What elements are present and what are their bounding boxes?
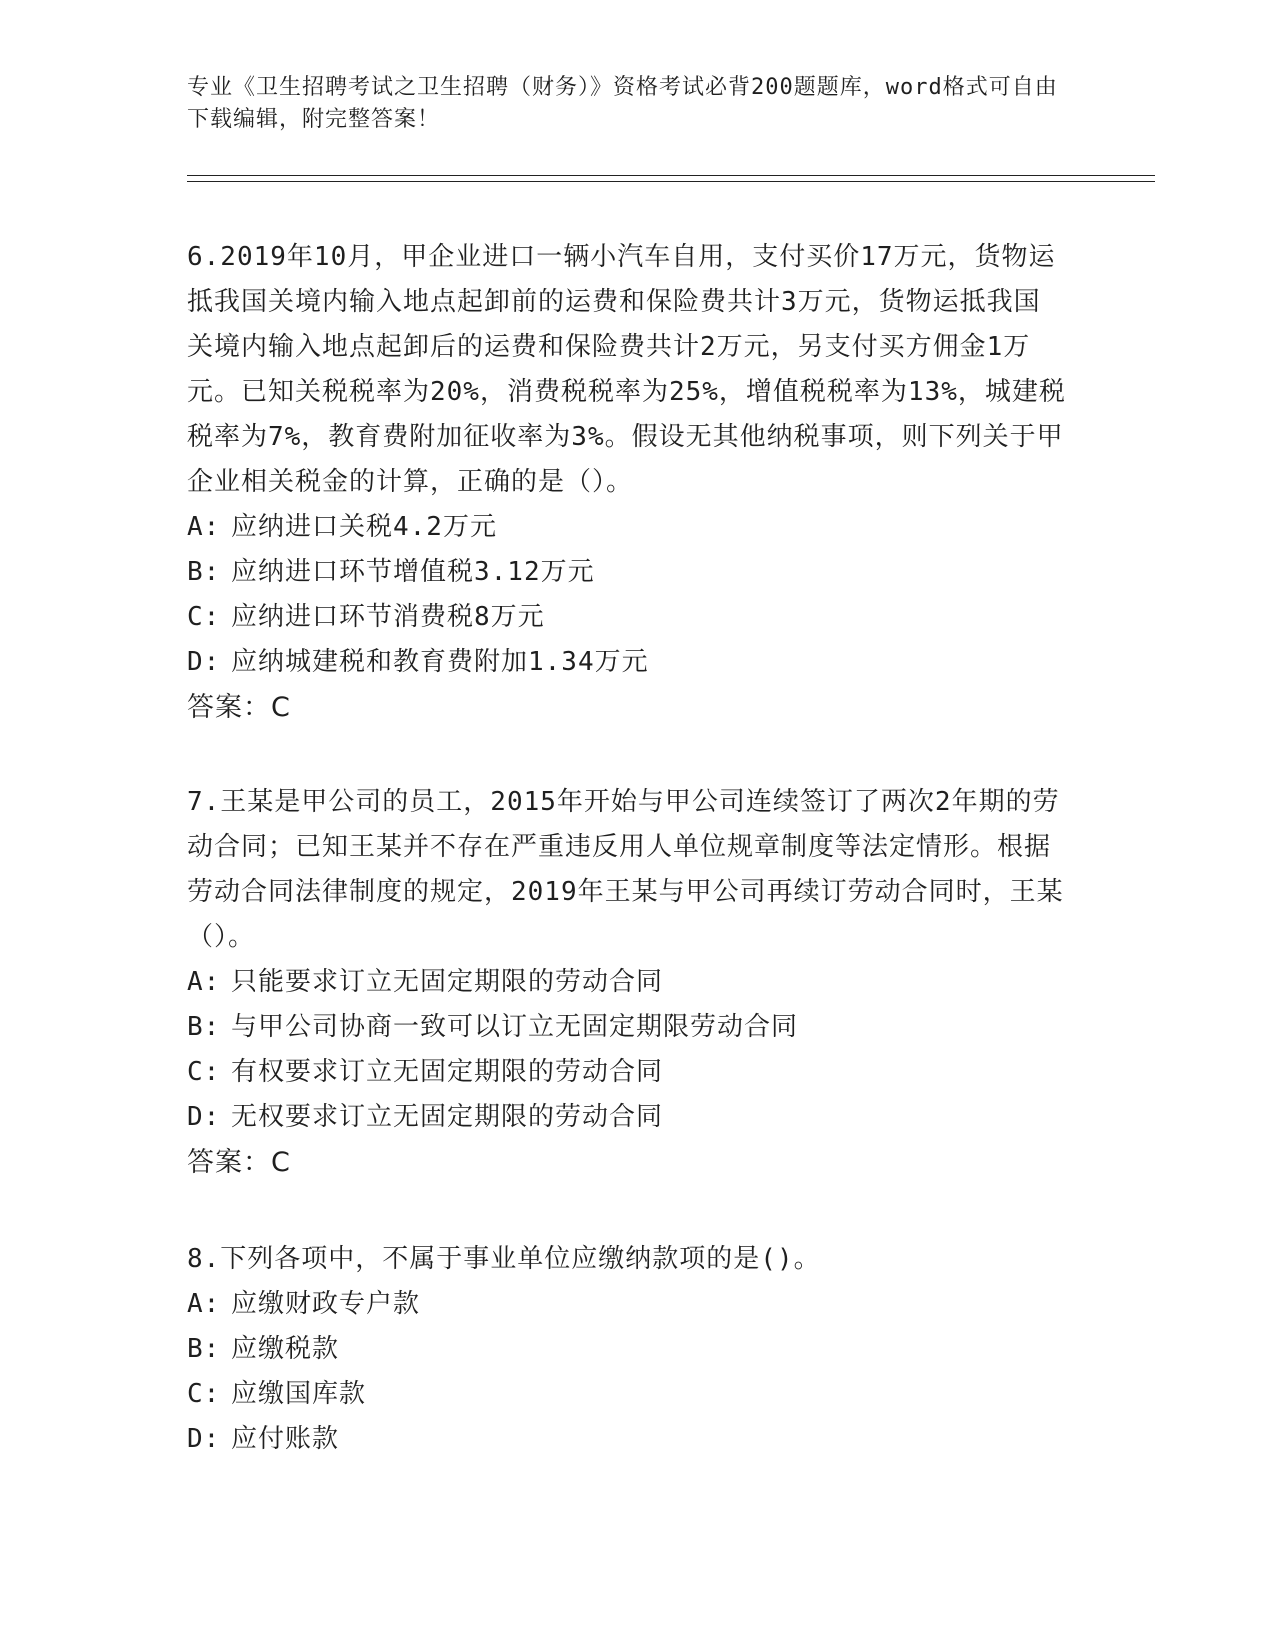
option-a: [187, 505, 1067, 550]
answer-line: 答案：C: [187, 1147, 291, 1178]
question-stem: 6.2019年10月，甲企业进口一辆小汽车自用，支付买价17万元，货物运抵我国关境内输入地点起卸前的运费和保险费共计3万元，货物运抵我国关境内输入地点起卸后的运费和保险费共计2万元，另支付买方佣金1万元。已知关税税率为20%，消费税税率为25%，增值税税率为13%，城建税税率为7%，教育费附加征收率为3%。假设无其他纳税事项，则下列关于甲企业相关税金的计算，正确的是（）。: [187, 242, 1066, 497]
option-b: [187, 550, 1067, 595]
option-letter: A:: [187, 967, 221, 997]
option-text: 应纳进口关税4.2万元: [231, 512, 497, 542]
option-b: [187, 1005, 1067, 1050]
option-letter: C:: [187, 1057, 221, 1087]
option-letter: C:: [187, 602, 221, 632]
option-letter: B:: [187, 1012, 221, 1042]
question-block: [187, 235, 1067, 730]
option-text: 应缴财政专户款: [231, 1289, 421, 1319]
option-d: [187, 1095, 1067, 1140]
question-stem: 8.下列各项中，不属于事业单位应缴纳款项的是()。: [187, 1244, 821, 1274]
option-d: [187, 640, 1067, 685]
option-letter: D:: [187, 1102, 221, 1132]
header-divider-line: [187, 175, 1155, 176]
question-block: [187, 1237, 1067, 1462]
option-text: 只能要求订立无固定期限的劳动合同: [231, 967, 664, 997]
answer-line: 答案：C: [187, 692, 291, 723]
option-text: 有权要求订立无固定期限的劳动合同: [231, 1057, 664, 1087]
option-letter: A:: [187, 512, 221, 542]
option-a: [187, 1282, 1067, 1327]
option-a: [187, 960, 1067, 1005]
option-c: [187, 1050, 1067, 1095]
option-letter: A:: [187, 1289, 221, 1319]
document-header: 专业《卫生招聘考试之卫生招聘（财务）》资格考试必背200题题库，word格式可自由下载编辑，附完整答案！: [187, 75, 1058, 132]
option-c: [187, 1372, 1067, 1417]
option-c: [187, 595, 1067, 640]
option-b: [187, 1327, 1067, 1372]
option-text: 应纳进口环节增值税3.12万元: [231, 557, 595, 587]
option-text: 应纳进口环节消费税8万元: [231, 602, 545, 632]
option-text: 应缴税款: [231, 1334, 340, 1364]
question-block: [187, 780, 1067, 1185]
question-stem: 7.王某是甲公司的员工，2015年开始与甲公司连续签订了两次2年期的劳动合同；已知王某并不存在严重违反用人单位规章制度等法定情形。根据劳动合同法律制度的规定，2019年王某与甲公司再续订劳动合同时，王某（）。: [187, 787, 1064, 952]
option-text: 应付账款: [231, 1424, 340, 1454]
option-text: 应缴国库款: [231, 1379, 367, 1409]
header-divider-line: [187, 181, 1155, 182]
option-d: [187, 1417, 1067, 1462]
option-text: 无权要求订立无固定期限的劳动合同: [231, 1102, 664, 1132]
option-text: 与甲公司协商一致可以订立无固定期限劳动合同: [231, 1012, 799, 1042]
option-letter: D:: [187, 1424, 221, 1454]
option-letter: B:: [187, 557, 221, 587]
option-letter: B:: [187, 1334, 221, 1364]
option-letter: D:: [187, 647, 221, 677]
option-text: 应纳城建税和教育费附加1.34万元: [231, 647, 649, 677]
option-letter: C:: [187, 1379, 221, 1409]
